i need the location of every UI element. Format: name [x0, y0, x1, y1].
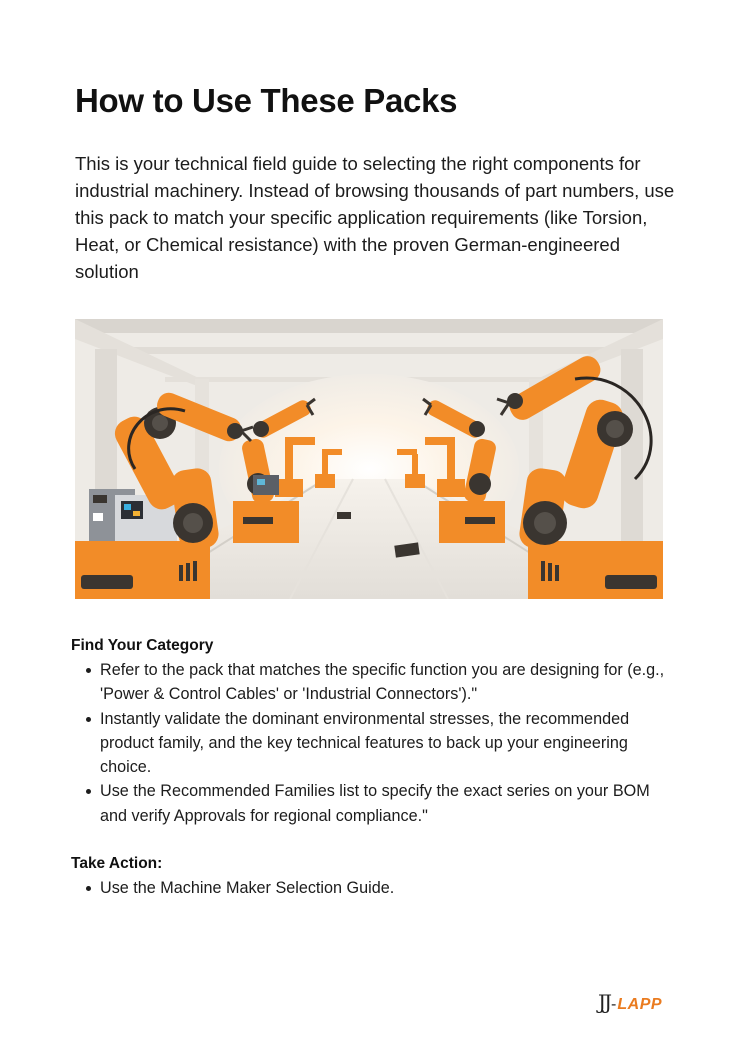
logo-jj-text: JJ — [598, 990, 611, 1014]
take-action-list — [71, 876, 671, 900]
section-heading-take-action: Take Action: — [71, 855, 163, 872]
intro-paragraph: This is your technical field guide to selecting the right components for industrial machinery. Instead of browsing thousands of part numbers, use this pack to match your specific application requirements (like Torsion, Heat, or Chemical resistance) with the proven German-engineered solution — [75, 153, 675, 282]
logo-lapp-text: LAPP — [617, 996, 663, 1013]
list-item: Instantly validate the dominant environmental stresses, the recommended product family, and the key technical features to back up your engineering choice. — [71, 707, 671, 780]
list-item: Refer to the pack that matches the specific function you are designing for (e.g., 'Power & Control Cables' or 'Industrial Connectors')." — [71, 658, 671, 707]
factory-robots-illustration — [75, 319, 663, 599]
section-heading-find-category: Find Your Category — [71, 637, 214, 654]
find-category-list — [71, 658, 671, 828]
logo-separator: - — [611, 996, 617, 1013]
list-item: Use the Machine Maker Selection Guide. — [71, 876, 671, 900]
page-title: How to Use These Packs — [75, 82, 458, 119]
jj-lapp-logo — [598, 990, 662, 1016]
list-item: Use the Recommended Families list to specify the exact series on your BOM and verify Approvals for regional compliance." — [71, 779, 671, 828]
